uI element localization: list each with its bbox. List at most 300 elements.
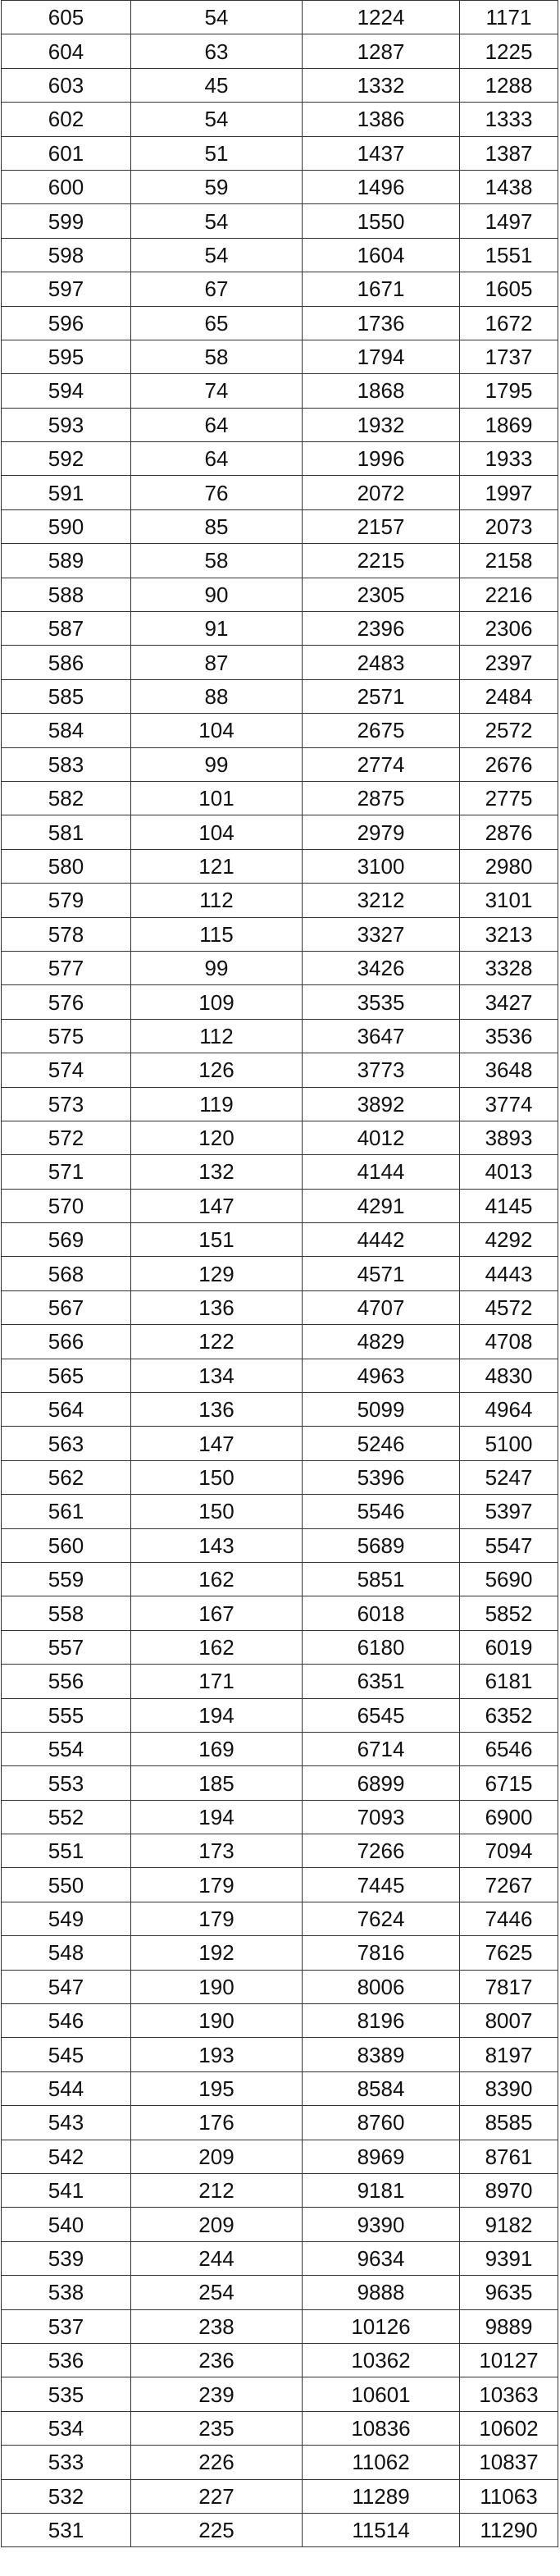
score-cell: 581 — [2, 815, 131, 849]
table-row — [2, 2411, 558, 2445]
rank-start-cell: 2980 — [460, 849, 558, 883]
cumulative-cell: 1932 — [303, 408, 460, 441]
count-cell: 173 — [131, 1834, 303, 1868]
score-cell: 555 — [2, 1698, 131, 1732]
count-cell: 254 — [131, 2276, 303, 2309]
rank-start-cell: 1333 — [460, 103, 558, 136]
count-cell: 115 — [131, 917, 303, 951]
count-cell: 179 — [131, 1868, 303, 1902]
rank-start-cell: 1438 — [460, 170, 558, 203]
score-cell: 547 — [2, 1970, 131, 2003]
rank-start-cell: 5852 — [460, 1596, 558, 1630]
rank-start-cell: 4572 — [460, 1290, 558, 1324]
count-cell: 235 — [131, 2411, 303, 2445]
cumulative-cell: 1496 — [303, 170, 460, 203]
cumulative-cell: 2215 — [303, 544, 460, 578]
score-cell: 544 — [2, 2071, 131, 2105]
count-cell: 136 — [131, 1393, 303, 1427]
cumulative-cell: 2396 — [303, 612, 460, 646]
score-cell: 536 — [2, 2343, 131, 2377]
cumulative-cell: 2675 — [303, 714, 460, 747]
rank-start-cell: 7267 — [460, 1868, 558, 1902]
table-row — [2, 1936, 558, 1970]
rank-start-cell: 3101 — [460, 884, 558, 917]
rank-start-cell: 1737 — [460, 340, 558, 373]
table-body — [2, 1, 558, 2547]
score-cell: 580 — [2, 849, 131, 883]
cumulative-cell: 6714 — [303, 1732, 460, 1765]
score-cell: 575 — [2, 1019, 131, 1053]
table-row — [2, 1393, 558, 1427]
cumulative-cell: 4707 — [303, 1290, 460, 1324]
rank-start-cell: 7094 — [460, 1834, 558, 1868]
cumulative-cell: 3892 — [303, 1087, 460, 1121]
count-cell: 227 — [131, 2479, 303, 2513]
rank-start-cell: 6019 — [460, 1630, 558, 1664]
rank-start-cell: 2073 — [460, 509, 558, 543]
score-cell: 577 — [2, 951, 131, 984]
table-row — [2, 578, 558, 611]
table-row — [2, 1460, 558, 1494]
count-cell: 64 — [131, 442, 303, 476]
table-row — [2, 238, 558, 272]
table-row — [2, 509, 558, 543]
cumulative-cell: 10836 — [303, 2411, 460, 2445]
table-row — [2, 884, 558, 917]
cumulative-cell: 3212 — [303, 884, 460, 917]
table-row — [2, 1121, 558, 1154]
score-cell: 556 — [2, 1665, 131, 1698]
rank-start-cell: 3328 — [460, 951, 558, 984]
cumulative-cell: 9888 — [303, 2276, 460, 2309]
count-cell: 194 — [131, 1698, 303, 1732]
cumulative-cell: 7445 — [303, 1868, 460, 1902]
cumulative-cell: 7816 — [303, 1936, 460, 1970]
table-row — [2, 679, 558, 713]
score-cell: 602 — [2, 103, 131, 136]
score-cell: 573 — [2, 1087, 131, 1121]
cumulative-cell: 1224 — [303, 1, 460, 34]
count-cell: 54 — [131, 204, 303, 238]
table-row — [2, 985, 558, 1019]
rank-start-cell: 8007 — [460, 2004, 558, 2038]
score-cell: 548 — [2, 1936, 131, 1970]
table-row — [2, 1155, 558, 1189]
table-row — [2, 544, 558, 578]
table-row — [2, 1800, 558, 1834]
score-cell: 558 — [2, 1596, 131, 1630]
score-cell: 561 — [2, 1495, 131, 1528]
cumulative-cell: 4963 — [303, 1359, 460, 1392]
cumulative-cell: 3426 — [303, 951, 460, 984]
score-cell: 553 — [2, 1766, 131, 1800]
score-cell: 576 — [2, 985, 131, 1019]
count-cell: 244 — [131, 2241, 303, 2275]
cumulative-cell: 4571 — [303, 1257, 460, 1290]
cumulative-cell: 6545 — [303, 1698, 460, 1732]
table-row — [2, 2276, 558, 2309]
table-row — [2, 1528, 558, 1562]
count-cell: 88 — [131, 679, 303, 713]
table-row — [2, 747, 558, 781]
cumulative-cell: 3773 — [303, 1053, 460, 1087]
table-row — [2, 2241, 558, 2275]
cumulative-cell: 10126 — [303, 2309, 460, 2343]
cumulative-cell: 8969 — [303, 2140, 460, 2173]
rank-start-cell: 10837 — [460, 2446, 558, 2479]
table-row — [2, 1970, 558, 2003]
cumulative-cell: 1996 — [303, 442, 460, 476]
cumulative-cell: 8760 — [303, 2106, 460, 2140]
cumulative-cell: 2157 — [303, 509, 460, 543]
rank-start-cell: 11290 — [460, 2513, 558, 2546]
rank-start-cell: 8390 — [460, 2071, 558, 2105]
rank-start-cell: 1225 — [460, 34, 558, 68]
cumulative-cell: 6180 — [303, 1630, 460, 1664]
rank-start-cell: 1288 — [460, 68, 558, 102]
count-cell: 192 — [131, 1936, 303, 1970]
rank-start-cell: 9635 — [460, 2276, 558, 2309]
count-cell: 122 — [131, 1325, 303, 1359]
rank-start-cell: 10127 — [460, 2343, 558, 2377]
count-cell: 136 — [131, 1290, 303, 1324]
table-row — [2, 646, 558, 679]
score-cell: 542 — [2, 2140, 131, 2173]
count-cell: 209 — [131, 2140, 303, 2173]
table-row — [2, 2106, 558, 2140]
score-cell: 604 — [2, 34, 131, 68]
count-cell: 225 — [131, 2513, 303, 2546]
table-row — [2, 1596, 558, 1630]
table-row — [2, 2071, 558, 2105]
cumulative-cell: 2483 — [303, 646, 460, 679]
table-row — [2, 1698, 558, 1732]
count-cell: 195 — [131, 2071, 303, 2105]
table-row — [2, 1189, 558, 1222]
score-cell: 560 — [2, 1528, 131, 1562]
score-cell: 549 — [2, 1902, 131, 1935]
cumulative-cell: 1868 — [303, 374, 460, 408]
cumulative-cell: 4829 — [303, 1325, 460, 1359]
score-cell: 559 — [2, 1562, 131, 1596]
score-cell: 539 — [2, 2241, 131, 2275]
cumulative-cell: 3535 — [303, 985, 460, 1019]
score-cell: 537 — [2, 2309, 131, 2343]
table-row — [2, 1427, 558, 1460]
score-cell: 565 — [2, 1359, 131, 1392]
count-cell: 85 — [131, 509, 303, 543]
cumulative-cell: 7266 — [303, 1834, 460, 1868]
table-row — [2, 68, 558, 102]
rank-start-cell: 10602 — [460, 2411, 558, 2445]
table-row — [2, 408, 558, 441]
count-cell: 212 — [131, 2174, 303, 2208]
count-cell: 104 — [131, 714, 303, 747]
rank-start-cell: 3427 — [460, 985, 558, 1019]
table-row — [2, 1359, 558, 1392]
cumulative-cell: 5546 — [303, 1495, 460, 1528]
cumulative-cell: 3647 — [303, 1019, 460, 1053]
cumulative-cell: 1332 — [303, 68, 460, 102]
cumulative-cell: 8584 — [303, 2071, 460, 2105]
rank-start-cell: 8585 — [460, 2106, 558, 2140]
count-cell: 147 — [131, 1189, 303, 1222]
score-cell: 597 — [2, 272, 131, 306]
count-cell: 54 — [131, 103, 303, 136]
table-row — [2, 1732, 558, 1765]
table-row — [2, 1257, 558, 1290]
count-cell: 126 — [131, 1053, 303, 1087]
cumulative-cell: 9390 — [303, 2208, 460, 2241]
count-cell: 121 — [131, 849, 303, 883]
count-cell: 58 — [131, 340, 303, 373]
cumulative-cell: 10362 — [303, 2343, 460, 2377]
count-cell: 209 — [131, 2208, 303, 2241]
cumulative-cell: 2305 — [303, 578, 460, 611]
score-cell: 550 — [2, 1868, 131, 1902]
score-cell: 579 — [2, 884, 131, 917]
count-cell: 76 — [131, 476, 303, 509]
rank-start-cell: 1551 — [460, 238, 558, 272]
count-cell: 58 — [131, 544, 303, 578]
table-row — [2, 1495, 558, 1528]
score-cell: 564 — [2, 1393, 131, 1427]
score-cell: 570 — [2, 1189, 131, 1222]
cumulative-cell: 2875 — [303, 781, 460, 815]
rank-start-cell: 5247 — [460, 1460, 558, 1494]
score-cell: 574 — [2, 1053, 131, 1087]
score-cell: 557 — [2, 1630, 131, 1664]
table-row — [2, 1630, 558, 1664]
count-cell: 162 — [131, 1630, 303, 1664]
rank-start-cell: 4443 — [460, 1257, 558, 1290]
cumulative-cell: 6351 — [303, 1665, 460, 1698]
table-row — [2, 204, 558, 238]
score-cell: 532 — [2, 2479, 131, 2513]
count-cell: 99 — [131, 747, 303, 781]
count-cell: 147 — [131, 1427, 303, 1460]
table-row — [2, 2309, 558, 2343]
rank-start-cell: 1672 — [460, 306, 558, 340]
table-row — [2, 1, 558, 34]
rank-start-cell: 1171 — [460, 1, 558, 34]
cumulative-cell: 9181 — [303, 2174, 460, 2208]
score-cell: 551 — [2, 1834, 131, 1868]
cumulative-cell: 7093 — [303, 1800, 460, 1834]
score-cell: 595 — [2, 340, 131, 373]
cumulative-cell: 3100 — [303, 849, 460, 883]
count-cell: 112 — [131, 1019, 303, 1053]
score-cell: 600 — [2, 170, 131, 203]
score-cell: 603 — [2, 68, 131, 102]
score-cell: 567 — [2, 1290, 131, 1324]
table-row — [2, 103, 558, 136]
cumulative-cell: 4442 — [303, 1223, 460, 1257]
cumulative-cell: 1437 — [303, 136, 460, 170]
rank-start-cell: 8761 — [460, 2140, 558, 2173]
score-cell: 566 — [2, 1325, 131, 1359]
count-cell: 167 — [131, 1596, 303, 1630]
count-cell: 63 — [131, 34, 303, 68]
table-row — [2, 781, 558, 815]
cumulative-cell: 4144 — [303, 1155, 460, 1189]
table-row — [2, 340, 558, 373]
rank-start-cell: 3648 — [460, 1053, 558, 1087]
table-row — [2, 951, 558, 984]
cumulative-cell: 1794 — [303, 340, 460, 373]
table-row — [2, 476, 558, 509]
cumulative-cell: 2774 — [303, 747, 460, 781]
table-row — [2, 815, 558, 849]
rank-start-cell: 9182 — [460, 2208, 558, 2241]
score-cell: 592 — [2, 442, 131, 476]
cumulative-cell: 5396 — [303, 1460, 460, 1494]
rank-start-cell: 4708 — [460, 1325, 558, 1359]
count-cell: 104 — [131, 815, 303, 849]
rank-start-cell: 8197 — [460, 2038, 558, 2071]
count-cell: 190 — [131, 1970, 303, 2003]
table-row — [2, 2513, 558, 2546]
table-row — [2, 442, 558, 476]
count-cell: 67 — [131, 272, 303, 306]
score-cell: 588 — [2, 578, 131, 611]
cumulative-cell: 4012 — [303, 1121, 460, 1154]
cumulative-cell: 1287 — [303, 34, 460, 68]
score-cell: 601 — [2, 136, 131, 170]
rank-start-cell: 3774 — [460, 1087, 558, 1121]
count-cell: 179 — [131, 1902, 303, 1935]
count-cell: 132 — [131, 1155, 303, 1189]
cumulative-cell: 10601 — [303, 2377, 460, 2411]
rank-start-cell: 3893 — [460, 1121, 558, 1154]
cumulative-cell: 6899 — [303, 1766, 460, 1800]
count-cell: 162 — [131, 1562, 303, 1596]
count-cell: 119 — [131, 1087, 303, 1121]
cumulative-cell: 11514 — [303, 2513, 460, 2546]
rank-start-cell: 2216 — [460, 578, 558, 611]
cumulative-cell: 5689 — [303, 1528, 460, 1562]
count-cell: 101 — [131, 781, 303, 815]
cumulative-cell: 1736 — [303, 306, 460, 340]
cumulative-cell: 4291 — [303, 1189, 460, 1222]
rank-start-cell: 3213 — [460, 917, 558, 951]
count-cell: 194 — [131, 1800, 303, 1834]
count-cell: 54 — [131, 238, 303, 272]
count-cell: 193 — [131, 2038, 303, 2071]
score-cell: 586 — [2, 646, 131, 679]
table-row — [2, 2479, 558, 2513]
rank-start-cell: 4830 — [460, 1359, 558, 1392]
rank-start-cell: 5397 — [460, 1495, 558, 1528]
count-cell: 129 — [131, 1257, 303, 1290]
table-row — [2, 1868, 558, 1902]
table-row — [2, 1053, 558, 1087]
cumulative-cell: 1671 — [303, 272, 460, 306]
score-cell: 552 — [2, 1800, 131, 1834]
cumulative-cell: 8389 — [303, 2038, 460, 2071]
count-cell: 65 — [131, 306, 303, 340]
count-cell: 64 — [131, 408, 303, 441]
cumulative-cell: 2072 — [303, 476, 460, 509]
rank-start-cell: 2397 — [460, 646, 558, 679]
rank-start-cell: 6181 — [460, 1665, 558, 1698]
count-cell: 99 — [131, 951, 303, 984]
score-cell: 531 — [2, 2513, 131, 2546]
cumulative-cell: 5099 — [303, 1393, 460, 1427]
score-cell: 534 — [2, 2411, 131, 2445]
rank-start-cell: 1387 — [460, 136, 558, 170]
table-row — [2, 1766, 558, 1800]
score-cell: 605 — [2, 1, 131, 34]
rank-start-cell: 2158 — [460, 544, 558, 578]
count-cell: 91 — [131, 612, 303, 646]
rank-start-cell: 1997 — [460, 476, 558, 509]
count-cell: 59 — [131, 170, 303, 203]
table-row — [2, 2174, 558, 2208]
score-cell: 599 — [2, 204, 131, 238]
count-cell: 45 — [131, 68, 303, 102]
cumulative-cell: 7624 — [303, 1902, 460, 1935]
score-cell: 569 — [2, 1223, 131, 1257]
rank-start-cell: 5690 — [460, 1562, 558, 1596]
table-row — [2, 272, 558, 306]
rank-start-cell: 4292 — [460, 1223, 558, 1257]
rank-start-cell: 4145 — [460, 1189, 558, 1222]
count-cell: 54 — [131, 1, 303, 34]
score-cell: 587 — [2, 612, 131, 646]
count-cell: 90 — [131, 578, 303, 611]
table-row — [2, 1562, 558, 1596]
rank-start-cell: 2572 — [460, 714, 558, 747]
count-cell: 190 — [131, 2004, 303, 2038]
count-cell: 185 — [131, 1766, 303, 1800]
count-cell: 51 — [131, 136, 303, 170]
count-cell: 143 — [131, 1528, 303, 1562]
count-cell: 171 — [131, 1665, 303, 1698]
cumulative-cell: 11289 — [303, 2479, 460, 2513]
count-cell: 109 — [131, 985, 303, 1019]
count-cell: 239 — [131, 2377, 303, 2411]
table-row — [2, 306, 558, 340]
rank-start-cell: 6352 — [460, 1698, 558, 1732]
score-cell: 563 — [2, 1427, 131, 1460]
score-cell: 571 — [2, 1155, 131, 1189]
cumulative-cell: 1386 — [303, 103, 460, 136]
rank-start-cell: 1933 — [460, 442, 558, 476]
table-row — [2, 1902, 558, 1935]
cumulative-cell: 11062 — [303, 2446, 460, 2479]
cumulative-cell: 9634 — [303, 2241, 460, 2275]
table-row — [2, 2343, 558, 2377]
rank-start-cell: 9889 — [460, 2309, 558, 2343]
rank-start-cell: 4013 — [460, 1155, 558, 1189]
cumulative-cell: 1604 — [303, 238, 460, 272]
rank-start-cell: 2306 — [460, 612, 558, 646]
rank-start-cell: 8970 — [460, 2174, 558, 2208]
count-cell: 120 — [131, 1121, 303, 1154]
score-cell: 546 — [2, 2004, 131, 2038]
score-cell: 554 — [2, 1732, 131, 1765]
count-cell: 150 — [131, 1495, 303, 1528]
rank-start-cell: 5547 — [460, 1528, 558, 1562]
score-cell: 593 — [2, 408, 131, 441]
rank-start-cell: 7817 — [460, 1970, 558, 2003]
rank-start-cell: 5100 — [460, 1427, 558, 1460]
rank-start-cell: 2775 — [460, 781, 558, 815]
score-cell: 545 — [2, 2038, 131, 2071]
count-cell: 238 — [131, 2309, 303, 2343]
rank-start-cell: 7625 — [460, 1936, 558, 1970]
